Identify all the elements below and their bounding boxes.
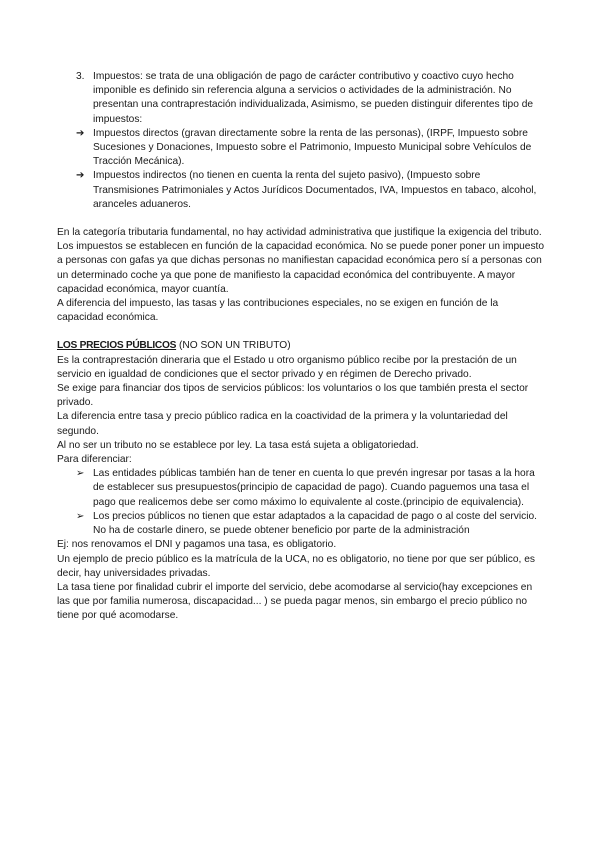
paragraph: La diferencia entre tasa y precio público radica en la coactividad de la primera y la voluntariedad del segundo.: [57, 411, 508, 437]
paragraph: Es la contraprestación dineraria que el Estado u otro organismo público recibe por la prestación de un servicio en igualdad de condiciones que el sector privado y en régimen de Derecho privado.: [57, 354, 517, 380]
paragraph: A diferencia del impuesto, las tasas y las contribuciones especiales, no se exigen en función de la capacidad económica.: [57, 298, 499, 324]
section-heading: [57, 339, 547, 353]
document-body: [57, 70, 547, 624]
heading-title: LOS PRECIOS PÚBLICOS: [57, 340, 177, 352]
paragraph: Un ejemplo de precio público es la matrícula de la UCA, no es obligatorio, no tiene por que ser público, es decir, hay universidades privadas.: [57, 553, 535, 579]
bullet-text: Las entidades públicas también han de tener en cuenta lo que prevén ingresar por tasas a la hora de establecer sus presupuestos(principio de capacidad de pago). Cuando paguemos una tasa el pago que realicemos debe ser como máximo lo equivalente al coste.(principio de equivalencia).: [93, 468, 535, 508]
arrowhead-icon: ➢: [76, 468, 85, 480]
bullet-item: [57, 127, 547, 170]
paragraph: Ej: nos renovamos el DNI y pagamos una tasa, es obligatorio.: [57, 539, 337, 551]
bullet-text: Impuestos indirectos (no tienen en cuenta la renta del sujeto pasivo), (Impuesto sobre Transmisiones Patrimoniales y Actos Jurídicos Documentados, IVA, Impuestos en tabaco, alcohol, aranceles aduaneros.: [93, 170, 537, 210]
arrow-icon: ➔: [76, 127, 85, 139]
arrowhead-icon: ➢: [76, 510, 85, 522]
item-text: Impuestos: se trata de una obligación de pago de carácter contributivo y coactivo cuyo hecho imponible es definido sin referencia alguna a servicios o actividades de la administración. No presentan una contraprestación individualizada, Asimismo, se pueden distinguir diferentes tipo de impuestos:: [93, 71, 534, 125]
heading-suffix: (NO SON UN TRIBUTO): [176, 340, 291, 352]
bullet-item: [57, 467, 547, 510]
item-number: 3.: [76, 71, 85, 82]
paragraph: Los impuestos se establecen en función de la capacidad económica. No se puede poner poner un impuesto a personas con gafas ya que dichas personas no manifiestan capacidad económica pero sí a personas con un determinado coche ya que pone de manifiesto la capacidad económica del contribuyente. A mayor capacidad económica, mayor cuantía.: [57, 241, 545, 295]
numbered-item: [57, 70, 547, 127]
bullet-text: Los precios públicos no tienen que estar adaptados a la capacidad de pago o al coste del servicio. No ha de costarle dinero, se puede obtener beneficio por parte de la administración: [93, 510, 538, 537]
bullet-item: [57, 169, 547, 212]
bullet-item: [57, 510, 547, 538]
paragraph: Para diferenciar:: [57, 454, 132, 466]
paragraph: Al no ser un tributo no se establece por ley. La tasa está sujeta a obligatoriedad.: [57, 439, 419, 451]
paragraph: La tasa tiene por finalidad cubrir el importe del servicio, debe acomodarse al servicio(hay excepciones en las que por familia numerosa, discapacidad... ) se pueda pagar menos, sin embargo el precio público no tiene por qué acomodarse.: [57, 581, 533, 622]
paragraph: En la categoría tributaria fundamental, no hay actividad administrativa que justifique la exigencia del tributo.: [57, 227, 542, 239]
paragraph: Se exige para financiar dos tipos de servicios públicos: los voluntarios o los que también presta el sector privado.: [57, 383, 529, 409]
bullet-text: Impuestos directos (gravan directamente sobre la renta de las personas), (IRPF, Impuesto sobre Sucesiones y Donaciones, Impuesto sobre el Patrimonio, Impuesto Municipal sobre Vehículos de Tracción Mecánica).: [93, 127, 532, 168]
arrow-icon: ➔: [76, 170, 85, 182]
